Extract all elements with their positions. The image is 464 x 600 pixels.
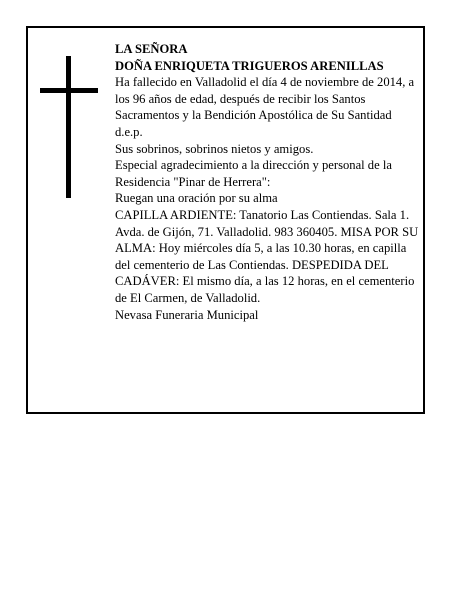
funeral-home: Nevasa Funeraria Municipal [115,307,259,322]
mourners: Sus sobrinos, sobrinos nietos y amigos. [115,141,314,156]
notice-title: LA SEÑORA [115,42,188,56]
notice-body [115,41,423,323]
obituary-notice [26,26,425,414]
death-announcement: Ha fallecido en Valladolid el día 4 de noviembre de 2014, a los 96 años de edad, después de recibir los Santos Sacramentos y la Bendición Apostólica de Su Santidad [115,75,415,123]
rest-in-peace: d.e.p. [115,124,143,139]
service-details: CAPILLA ARDIENTE: Tanatorio Las Contiendas. Sala 1. Avda. de Gijón, 71. Valladolid. 983 360405. MISA POR SU ALMA: Hoy miércoles día 5, a las 10.30 horas, en capilla del cementerio de Las Contiendas. DESPEDIDA DEL CADÁVER: El mismo día, a las 12 horas, en el cementerio de El Carmen, de Valladolid. [115,207,419,305]
acknowledgement: Especial agradecimiento a la dirección y personal de la Residencia "Pinar de Herrera": [115,158,392,189]
deceased-name: DOÑA ENRIQUETA TRIGUEROS ARENILLAS [115,58,384,73]
cross-icon [40,56,98,198]
prayer-request: Ruegan una oración por su alma [115,191,278,206]
